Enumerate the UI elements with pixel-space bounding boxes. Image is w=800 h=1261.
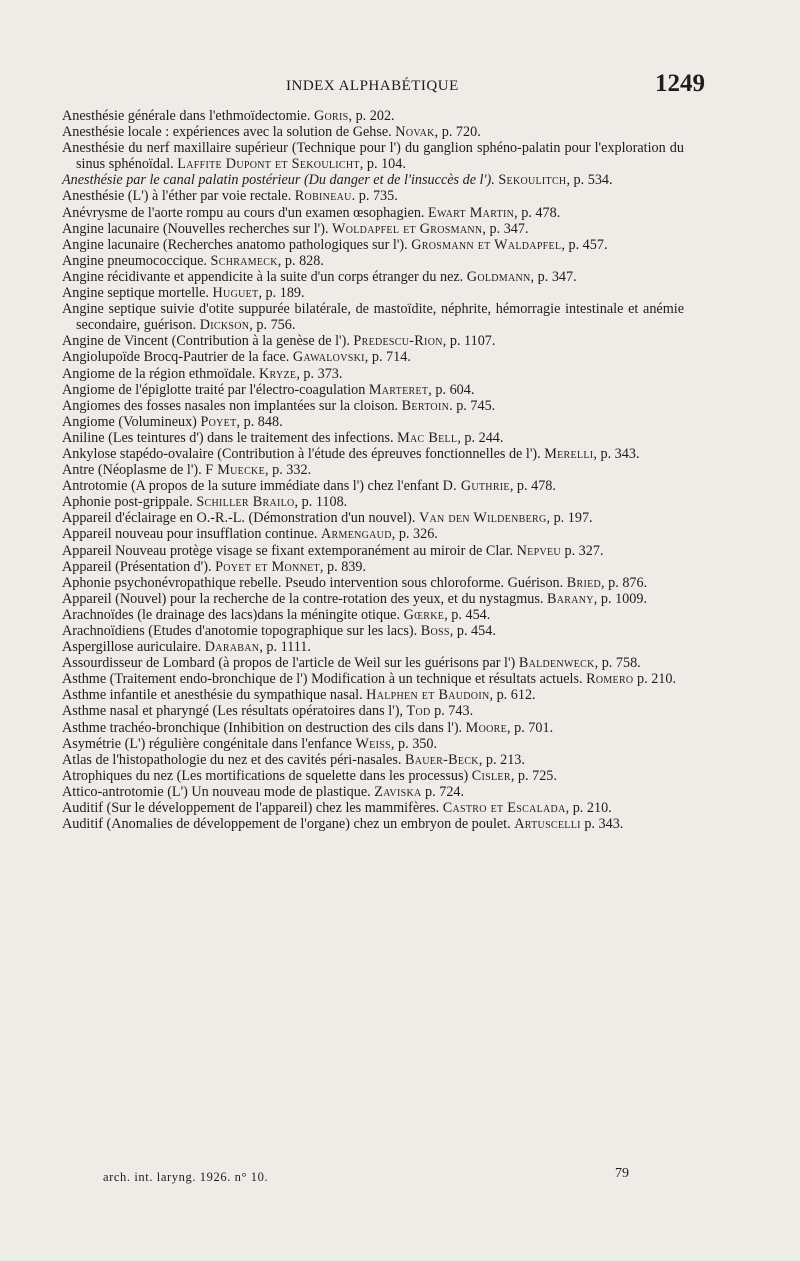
entry-title: Atlas de l'histopathologie du nez et des cavités péri-nasales.: [62, 751, 402, 768]
index-entry: [62, 253, 684, 269]
entry-title: Antrotomie (A propos de la suture immédiate dans l') chez l'enfant: [62, 478, 440, 495]
index-entry: [62, 623, 684, 639]
entry-page-ref: , p. 457.: [561, 236, 608, 253]
entry-title: Appareil (Nouvel) pour la recherche de la contre-rotation des yeux, et du nystagmus.: [62, 590, 544, 607]
entry-title: Anévrysme de l'aorte rompu au cours d'un examen œsophagien.: [62, 204, 425, 221]
entry-page-ref: , p. 373.: [296, 365, 343, 382]
index-entry: [62, 221, 684, 237]
index-title: INDEX ALPHABÉTIQUE: [286, 78, 459, 94]
index-entry: [62, 543, 684, 559]
entry-title: Ankylose stapédo-ovalaire (Contribution à l'étude des épreuves fonctionnelles de l').: [62, 445, 541, 462]
entry-page-ref: , p. 202.: [348, 108, 395, 124]
entry-authors: Baldenweck: [518, 655, 595, 672]
entry-authors: Goris: [313, 108, 349, 124]
entry-page-ref: , p. 1111.: [259, 639, 311, 656]
entry-title: Aspergillose auriculaire.: [62, 639, 202, 656]
entry-authors: Tod: [406, 703, 431, 720]
entry-title: Asthme trachéo-bronchique (Inhibition on destruction des cils dans l').: [62, 719, 463, 736]
entry-authors: D. Guthrie: [442, 478, 510, 495]
entry-page-ref: , p. 244.: [457, 429, 504, 446]
index-entry: [62, 720, 684, 736]
entry-title: Attico-antrotomie (L') Un nouveau mode de plastique.: [62, 783, 371, 800]
index-entry: [62, 800, 684, 816]
entry-title: Angine septique mortelle.: [62, 285, 209, 302]
index-entry: [62, 703, 684, 719]
entry-page-ref: , p. 197.: [546, 510, 593, 527]
entry-authors: Ewart Martin: [428, 204, 515, 221]
entry-title: Angiome (Volumineux): [62, 413, 197, 430]
entry-title: Angine lacunaire (Nouvelles recherches sur l').: [62, 220, 329, 237]
entry-title: Angine septique suivie d'otite suppurée bilatérale, de mastoïdite, néphrite, hémorragie intestinale et anémie secondaire, guérison.: [62, 301, 684, 334]
entry-page-ref: , p. 828.: [277, 252, 324, 269]
entry-page-ref: , p. 454.: [449, 623, 496, 639]
index-entry: [62, 639, 684, 655]
entry-page-ref: , p. 1108.: [294, 494, 348, 511]
entry-authors: Schiller Brailo: [196, 494, 295, 511]
entry-page-ref: , p. 534.: [566, 172, 613, 189]
entry-authors: Grosmann et Waldapfel: [411, 236, 562, 253]
entry-title: Assourdisseur de Lombard (à propos de l'article de Weil sur les guérisons par l'): [62, 655, 516, 672]
index-entry: [62, 752, 684, 768]
entry-authors: Gawalovski: [292, 349, 365, 366]
index-entry: [62, 671, 684, 687]
entry-title: Asthme infantile et anesthésie du sympathique nasal.: [62, 687, 363, 704]
entry-page-ref: , p. 213.: [478, 751, 525, 768]
entry-page-ref: , p. 350.: [390, 735, 438, 752]
index-entry: [62, 140, 684, 172]
entry-authors: Van den Wildenberg: [418, 510, 547, 527]
index-entry: [62, 526, 684, 542]
entry-page-ref: , p. 347.: [530, 268, 577, 285]
entry-authors: Kryze: [259, 365, 297, 382]
entry-page-ref: , p. 701.: [507, 719, 554, 736]
index-entry: [62, 591, 684, 607]
entry-page-ref: , p. 104.: [359, 156, 406, 173]
entry-page-ref: p. 743.: [430, 703, 474, 720]
entry-authors: Schrameck: [210, 252, 278, 269]
entry-page-ref: , p. 756.: [249, 317, 296, 334]
index-entry: [62, 687, 684, 703]
index-entry: [62, 494, 684, 510]
entry-page-ref: , p. 478.: [509, 478, 556, 495]
entry-authors: Marteret: [368, 381, 429, 398]
entry-page-ref: , p. 347.: [482, 220, 529, 237]
index-entry: [62, 188, 684, 204]
index-entry: [62, 736, 684, 752]
entry-authors: Goldmann: [466, 268, 531, 285]
entry-page-ref: p. 210.: [633, 671, 677, 688]
entry-page-ref: , p. 343.: [593, 445, 640, 462]
index-entry: [62, 301, 684, 333]
entry-title: Arachnoïdes (le drainage des lacs)dans la méningite otique.: [62, 606, 401, 623]
entry-authors: Halphen et Baudoin: [366, 687, 490, 704]
entry-authors: Armengaud: [321, 526, 392, 543]
entry-page-ref: . p. 735.: [351, 188, 398, 205]
entry-authors: Poyet et Monnet: [215, 558, 320, 575]
entry-title: Appareil nouveau pour insufflation continue.: [62, 526, 318, 543]
entry-title: Angine lacunaire (Recherches anatomo pathologiques sur l').: [62, 236, 408, 253]
entry-page-ref: , p. 720.: [434, 124, 481, 141]
entry-title: Angine de Vincent (Contribution à la genèse de l').: [62, 333, 350, 350]
index-entry: [62, 559, 684, 575]
entry-page-ref: . p. 745.: [449, 397, 496, 414]
index-entry: [62, 172, 684, 188]
entry-page-ref: , p. 1009.: [593, 590, 647, 607]
index-entry: [62, 108, 684, 124]
entry-page-ref: , p. 210.: [565, 800, 612, 817]
entry-page-ref: , p. 1107.: [442, 333, 496, 350]
entry-authors: Dickson: [199, 317, 250, 334]
entry-page-ref: , p. 189.: [258, 285, 305, 302]
entry-title: Asthme nasal et pharyngé (Les résultats opératoires dans l'),: [62, 703, 403, 720]
index-entry: [62, 510, 684, 526]
header-page-number: 1249: [655, 70, 705, 97]
entry-authors: Bertoin: [401, 397, 450, 414]
index-entry: [62, 285, 684, 301]
index-entries: [62, 108, 684, 832]
entry-page-ref: p. 327.: [560, 542, 604, 559]
entry-authors: Daraban: [204, 639, 260, 656]
entry-authors: Romero: [586, 671, 634, 688]
entry-title: Anesthésie par le canal palatin postérieur (Du danger et de l'insuccès de l').: [62, 172, 495, 189]
entry-authors: Weiss: [355, 735, 391, 752]
entry-authors: Huguet: [212, 285, 259, 302]
entry-title: Anesthésie générale dans l'ethmoïdectomie.: [62, 108, 311, 124]
entry-authors: Zaviska: [374, 783, 422, 800]
entry-authors: Poyet: [200, 413, 237, 430]
entry-page-ref: p. 724.: [421, 783, 465, 800]
entry-authors: F Muecke: [205, 462, 265, 479]
entry-authors: Nepveu: [516, 542, 561, 559]
entry-authors: Barany: [546, 590, 594, 607]
index-entry: [62, 768, 684, 784]
index-entry: [62, 816, 684, 832]
entry-authors: Predescu-Rion: [353, 333, 443, 350]
entry-title: Anesthésie (L') à l'éther par voie rectale.: [62, 188, 292, 205]
journal-reference: arch. int. laryng. 1926. n° 10.: [103, 1170, 269, 1184]
entry-title: Auditif (Sur le développement de l'appareil) chez les mammifères.: [62, 800, 440, 817]
entry-title: Angiome de l'épiglotte traité par l'électro-coagulation: [62, 381, 366, 398]
entry-page-ref: , p. 454.: [444, 606, 491, 623]
entry-authors: Merelli: [544, 445, 594, 462]
entry-page-ref: , p. 725.: [510, 767, 557, 784]
entry-authors: Laffite Dupont et Sekoulicht: [177, 156, 360, 173]
index-entry: [62, 366, 684, 382]
index-entry: [62, 430, 684, 446]
entry-title: Angiomes des fosses nasales non implantées sur la cloison.: [62, 397, 399, 414]
index-entry: [62, 269, 684, 285]
footer-page-number: 79: [615, 1166, 629, 1181]
page-header: [0, 70, 800, 104]
entry-authors: Mac Bell: [397, 429, 458, 446]
entry-page-ref: , p. 876.: [601, 574, 648, 591]
entry-title: Aniline (Les teintures d') dans le traitement des infections.: [62, 429, 394, 446]
entry-title: Asthme (Traitement endo-bronchique de l') Modification à un technique et résultats actuels.: [62, 671, 583, 688]
entry-authors: Boss: [420, 623, 450, 639]
entry-title: Appareil Nouveau protège visage se fixant extemporanément au miroir de Clar.: [62, 542, 514, 559]
entry-authors: Bried: [566, 574, 602, 591]
index-entry: [62, 462, 684, 478]
entry-authors: Sekoulitch: [498, 172, 567, 189]
entry-title: Appareil d'éclairage en O.-R.-L. (Démonstration d'un nouvel).: [62, 510, 416, 527]
entry-page-ref: , p. 839.: [319, 558, 367, 575]
entry-title: Aphonie psychonévropathique rebelle. Pseudo intervention sous chloroforme. Guérison.: [62, 574, 564, 591]
index-entry: [62, 333, 684, 349]
entry-title: Angiome de la région ethmoïdale.: [62, 365, 256, 382]
index-entry: [62, 124, 684, 140]
entry-page-ref: , p. 758.: [594, 655, 641, 672]
entry-title: Appareil (Présentation d').: [62, 558, 212, 575]
index-entry: [62, 237, 684, 253]
entry-page-ref: , p. 326.: [391, 526, 438, 543]
entry-page-ref: p. 343.: [580, 816, 624, 833]
index-entry: [62, 414, 684, 430]
entry-authors: Moore: [465, 719, 507, 736]
entry-authors: Gœrke: [403, 606, 445, 623]
entry-page-ref: , p. 332.: [265, 462, 312, 479]
entry-authors: Novak: [395, 124, 435, 141]
index-entry: [62, 478, 684, 494]
entry-title: Anesthésie locale : expériences avec la solution de Gehse.: [62, 124, 392, 141]
entry-page-ref: , p. 478.: [514, 204, 561, 221]
page-footer: [0, 1166, 800, 1186]
entry-authors: Woldapfel et Grosmann: [332, 220, 483, 237]
index-entry: [62, 382, 684, 398]
index-entry: [62, 398, 684, 414]
index-entry: [62, 349, 684, 365]
entry-page-ref: , p. 612.: [489, 687, 536, 704]
entry-page-ref: , p. 604.: [428, 381, 475, 398]
entry-title: Anesthésie du nerf maxillaire supérieur (Technique pour l') du ganglion sphéno-palatin pour l'exploration du sinus sphénoïdal.: [62, 140, 684, 173]
entry-title: Angine pneumococcique.: [62, 252, 207, 269]
entry-title: Antre (Néoplasme de l').: [62, 462, 202, 479]
index-entry: [62, 575, 684, 591]
entry-title: Atrophiques du nez (Les mortifications de squelette dans les processus): [62, 767, 469, 784]
entry-title: Angiolupoïde Brocq-Pautrier de la face.: [62, 349, 290, 366]
entry-title: Asymétrie (L') régulière congénitale dans l'enfance: [62, 735, 352, 752]
index-entry: [62, 446, 684, 462]
entry-title: Angine récidivante et appendicite à la suite d'un corps étranger du nez.: [62, 268, 464, 285]
entry-title: Arachnoïdiens (Etudes d'anotomie topographique sur les lacs).: [62, 623, 418, 639]
entry-authors: Bauer-Beck: [404, 751, 479, 768]
index-entry: [62, 655, 684, 671]
entry-page-ref: , p. 848.: [236, 413, 283, 430]
index-entry: [62, 205, 684, 221]
entry-page-ref: , p. 714.: [364, 349, 411, 366]
entry-authors: Artuscelli: [514, 816, 581, 833]
index-entry: [62, 784, 684, 800]
entry-title: Auditif (Anomalies de développement de l'organe) chez un embryon de poulet.: [62, 816, 511, 833]
entry-title: Aphonie post-grippale.: [62, 494, 193, 511]
entry-authors: Cisler: [471, 767, 511, 784]
index-entry: [62, 607, 684, 623]
entry-authors: Robineau: [294, 188, 352, 205]
entry-authors: Castro et Escalada: [442, 800, 566, 817]
